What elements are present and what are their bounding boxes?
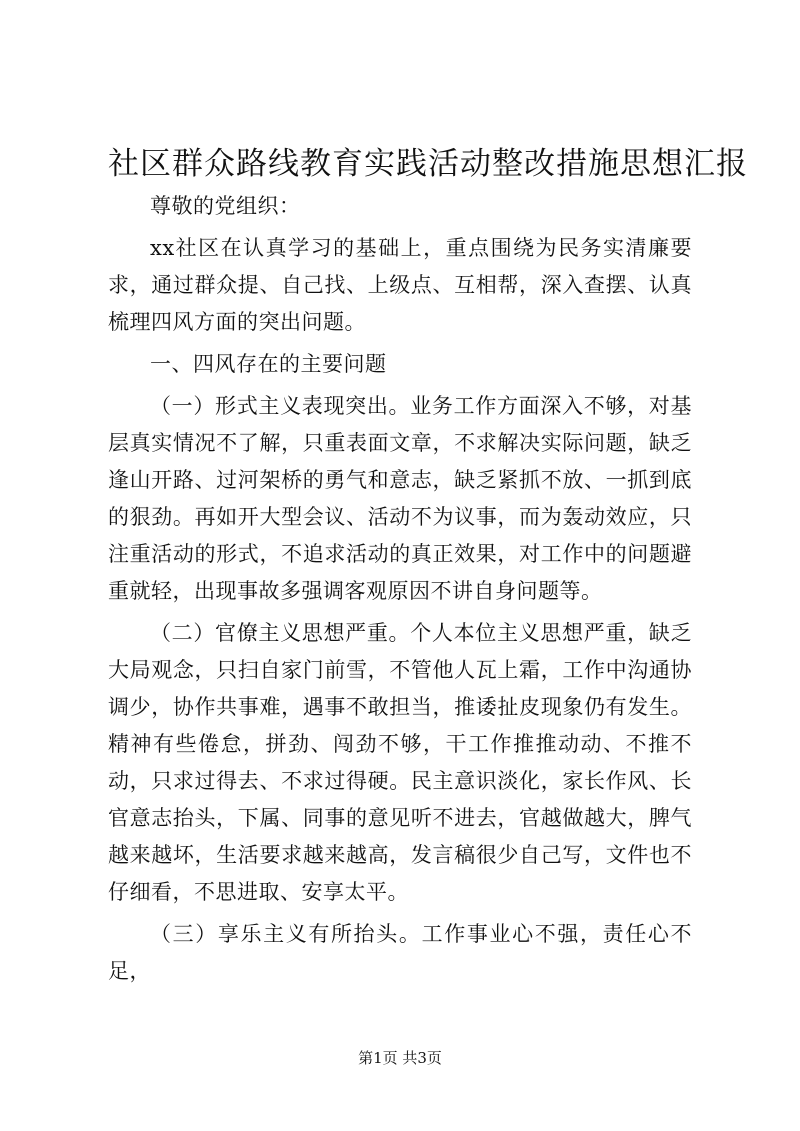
bureaucratism-paragraph: （二）官僚主义思想严重。个人本位主义思想严重，缺乏大局观念，只扫自家门前雪，不管他人瓦上霜，工作中沟通协调少，协作共事难，遇事不敢担当，推诿扯皮现象仍有发生。精神有些倦怠，拼劲、闯劲不够，干工作推推动动、不推不动，只求过得去、不求过得硬。民主意识淡化，家长作风、长官意志抬头，下属、同事的意见听不进去，官越做越大，脾气越来越坏，生活要求越来越高，发言稿很少自己写，文件也不仔细看，不思进取、安享太平。 xyxy=(108,621,692,904)
hedonism-paragraph: （三）享乐主义有所抬头。工作事业心不强，责任心不足， xyxy=(108,922,692,983)
intro-paragraph: xx社区在认真学习的基础上，重点围绕为民务实清廉要求，通过群众提、自己找、上级点、互相帮，深入查摆、认真梳理四风方面的突出问题。 xyxy=(108,236,692,334)
document-title: 社区群众路线教育实践活动整改措施思想汇报 xyxy=(108,146,748,182)
section-heading: 一、四风存在的主要问题 xyxy=(150,352,387,376)
page-footer: 第1页 共3页 xyxy=(358,1049,442,1067)
salutation-paragraph: 尊敬的党组织： xyxy=(150,194,301,218)
document-body xyxy=(108,188,692,995)
formalism-paragraph: （一）形式主义表现突出。业务工作方面深入不够，对基层真实情况不了解，只重表面文章，不求解决实际问题，缺乏逢山开路、过河架桥的勇气和意志，缺乏紧抓不放、一抓到底的狠劲。再如开大型会议、活动不为议事，而为轰动效应，只注重活动的形式，不追求活动的真正效果，对工作中的问题避重就轻，出现事故多强调客观原因不讲自身问题等。 xyxy=(108,394,692,603)
